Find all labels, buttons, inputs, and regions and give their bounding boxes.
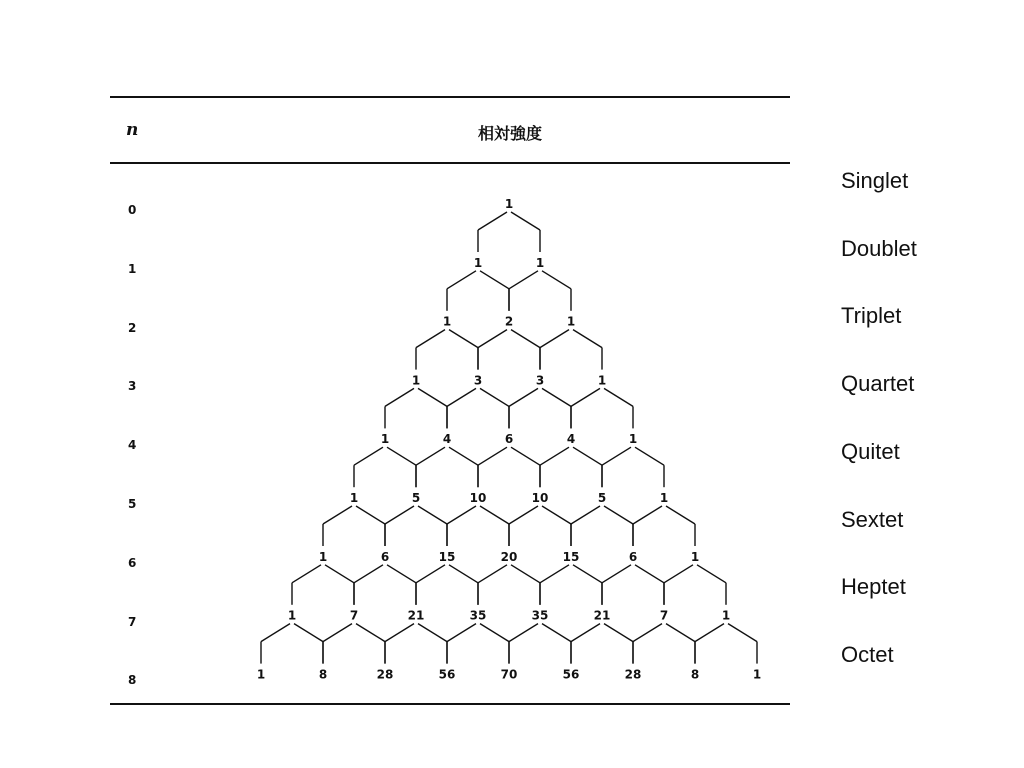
multiplicity-list xyxy=(841,0,1021,768)
branch-line xyxy=(602,565,631,583)
coefficient-label: 5 xyxy=(597,491,607,505)
coefficient-label: 20 xyxy=(500,549,518,564)
coefficient-label: 4 xyxy=(442,432,452,447)
triangle-coefficients xyxy=(257,197,761,681)
branch-line xyxy=(511,447,540,465)
branch-line xyxy=(449,447,478,465)
branch-line xyxy=(604,388,633,406)
coefficient-label: 5 xyxy=(411,491,421,505)
coefficient-label: 21 xyxy=(593,608,611,623)
multiplicity-label: Sextet xyxy=(841,506,904,532)
coefficient-label: 1 xyxy=(690,549,700,564)
branch-line xyxy=(633,506,662,524)
branch-line xyxy=(385,624,414,642)
coefficient-label: 8 xyxy=(690,667,700,682)
branch-line xyxy=(447,624,476,642)
branch-line xyxy=(323,506,352,524)
branch-line xyxy=(511,565,540,583)
branch-line xyxy=(635,565,664,583)
branch-line xyxy=(542,388,571,406)
branch-line xyxy=(449,565,478,583)
coefficient-label: 56 xyxy=(562,667,580,682)
coefficient-label: 7 xyxy=(349,608,359,623)
coefficient-label: 1 xyxy=(504,197,514,211)
branch-line xyxy=(540,565,569,583)
n-value-label: 5 xyxy=(128,497,137,511)
branch-line xyxy=(294,624,323,642)
branch-line xyxy=(418,506,447,524)
branch-line xyxy=(449,330,478,348)
branch-line xyxy=(511,330,540,348)
branch-line xyxy=(478,212,507,230)
branch-line xyxy=(385,388,414,406)
multiplicity-label: Heptet xyxy=(841,574,906,600)
branch-line xyxy=(728,624,757,642)
coefficient-label: 3 xyxy=(535,373,545,388)
branch-line xyxy=(542,624,571,642)
branch-line xyxy=(323,624,352,642)
branch-line xyxy=(571,388,600,406)
n-value-label: 0 xyxy=(128,203,137,217)
n-value-label: 7 xyxy=(128,614,137,629)
n-value-label: 2 xyxy=(128,320,137,335)
branch-line xyxy=(480,271,509,289)
branch-line xyxy=(354,447,383,465)
branch-line xyxy=(511,212,540,230)
branch-line xyxy=(604,506,633,524)
coefficient-label: 1 xyxy=(349,491,359,505)
coefficient-label: 1 xyxy=(442,314,452,329)
branch-line xyxy=(447,388,476,406)
multiplicity-label: Singlet xyxy=(841,168,909,193)
coefficient-label: 1 xyxy=(752,667,762,682)
coefficient-label: 1 xyxy=(318,549,328,564)
branch-line xyxy=(387,565,416,583)
branch-line xyxy=(447,506,476,524)
multiplicity-label: Doublet xyxy=(841,235,917,261)
branch-line xyxy=(385,506,414,524)
coefficient-label: 6 xyxy=(628,549,638,564)
branch-line xyxy=(418,388,447,406)
n-value-label: 4 xyxy=(128,438,137,453)
branch-line xyxy=(261,624,290,642)
coefficient-label: 35 xyxy=(531,608,549,623)
branch-line xyxy=(633,624,662,642)
coefficient-label: 15 xyxy=(438,549,456,564)
coefficient-label: 70 xyxy=(500,667,518,682)
branch-line xyxy=(325,565,354,583)
coefficient-label: 1 xyxy=(659,491,669,505)
coefficient-label: 56 xyxy=(438,667,456,682)
coefficient-label: 1 xyxy=(411,373,421,388)
branch-line xyxy=(540,447,569,465)
coefficient-label: 1 xyxy=(256,667,266,682)
branch-line xyxy=(542,506,571,524)
multiplicity-label: Octet xyxy=(841,641,894,667)
branch-line xyxy=(480,506,509,524)
column-header-relative-intensity: 相対強度 xyxy=(477,124,542,143)
coefficient-label: 1 xyxy=(380,432,390,447)
coefficient-label: 8 xyxy=(318,667,328,682)
coefficient-label: 15 xyxy=(562,549,580,564)
coefficient-label: 6 xyxy=(504,432,514,447)
branch-line xyxy=(356,506,385,524)
branch-line xyxy=(387,447,416,465)
branch-line xyxy=(416,330,445,348)
branch-line xyxy=(571,506,600,524)
branch-line xyxy=(666,506,695,524)
multiplicity-label: Quitet xyxy=(841,438,900,464)
branch-line xyxy=(478,447,507,465)
branch-line xyxy=(573,565,602,583)
branch-line xyxy=(509,271,538,289)
branch-line xyxy=(509,506,538,524)
coefficient-label: 7 xyxy=(659,608,669,623)
multiplicity-label: Triplet xyxy=(841,303,902,329)
branch-line xyxy=(416,447,445,465)
branch-line xyxy=(509,388,538,406)
branch-line xyxy=(635,447,664,465)
branch-line xyxy=(478,565,507,583)
coefficient-label: 1 xyxy=(473,255,483,270)
coefficient-label: 1 xyxy=(628,432,638,447)
coefficient-label: 1 xyxy=(566,314,576,329)
branch-line xyxy=(478,330,507,348)
coefficient-label: 28 xyxy=(376,667,394,682)
branch-line xyxy=(356,624,385,642)
coefficient-label: 1 xyxy=(597,373,607,388)
coefficient-label: 3 xyxy=(473,373,483,388)
branch-line xyxy=(664,565,693,583)
branch-line xyxy=(573,330,602,348)
branch-line xyxy=(418,624,447,642)
coefficient-label: 10 xyxy=(469,491,487,505)
n-value-label: 3 xyxy=(128,379,137,394)
coefficient-label: 21 xyxy=(407,608,425,623)
branch-line xyxy=(480,388,509,406)
branch-line xyxy=(509,624,538,642)
coefficient-label: 10 xyxy=(531,491,549,505)
n-value-label: 8 xyxy=(128,673,137,688)
n-value-label: 6 xyxy=(128,555,137,570)
n-value-label: 1 xyxy=(128,261,137,276)
branch-line xyxy=(416,565,445,583)
branch-line xyxy=(573,447,602,465)
branch-line xyxy=(571,624,600,642)
branch-line xyxy=(602,447,631,465)
coefficient-label: 1 xyxy=(721,608,731,623)
branch-line xyxy=(292,565,321,583)
coefficient-label: 1 xyxy=(287,608,297,623)
coefficient-label: 4 xyxy=(566,432,576,447)
coefficient-label: 35 xyxy=(469,608,487,623)
branch-line xyxy=(604,624,633,642)
column-header-n: n xyxy=(126,120,139,140)
branch-line xyxy=(480,624,509,642)
branch-line xyxy=(697,565,726,583)
branch-line xyxy=(666,624,695,642)
coefficient-label: 2 xyxy=(504,314,514,329)
branch-line xyxy=(354,565,383,583)
multiplicity-label: Quartet xyxy=(841,371,915,397)
branch-line xyxy=(542,271,571,289)
branch-line xyxy=(447,271,476,289)
coefficient-label: 6 xyxy=(380,549,390,564)
branch-line xyxy=(695,624,724,642)
branch-line xyxy=(540,330,569,348)
coefficient-label: 1 xyxy=(535,255,545,270)
coefficient-label: 28 xyxy=(624,667,642,682)
